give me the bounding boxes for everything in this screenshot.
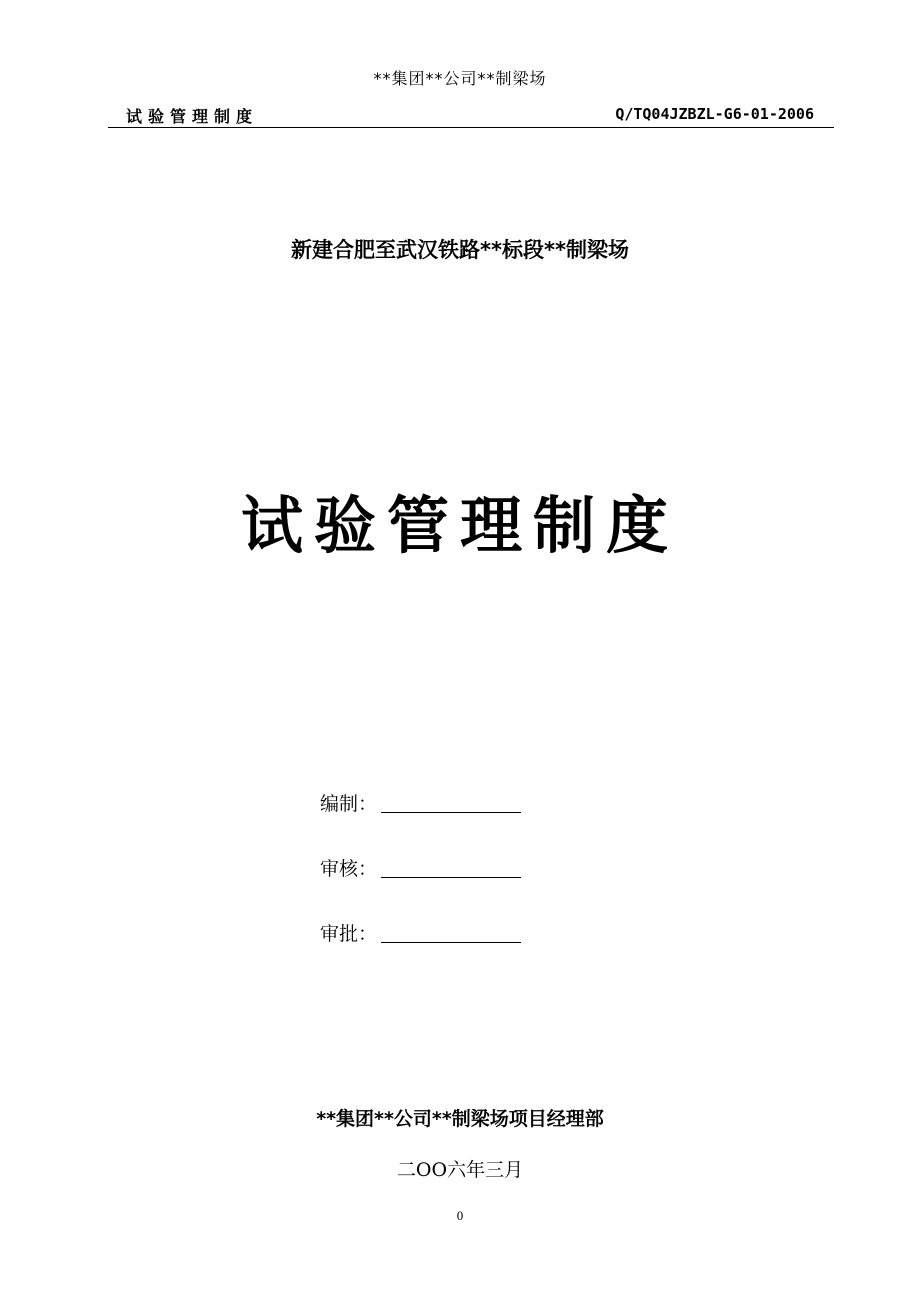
- signature-review-label: 审核：: [320, 858, 378, 880]
- signature-review-row: [320, 851, 521, 881]
- page-number: 0: [456, 1208, 464, 1223]
- signature-approve-label: 审批：: [320, 923, 378, 945]
- signature-compile-label: 编制：: [320, 793, 378, 815]
- signature-compile-row: [320, 786, 521, 816]
- project-title: 新建合肥至武汉铁路**标段**制梁场: [291, 238, 629, 262]
- signature-approve-row: [320, 916, 521, 946]
- header-company-line: **集团**公司**制梁场: [373, 69, 547, 88]
- header-divider: [108, 127, 834, 128]
- organization-name: **集团**公司**制梁场项目经理部: [316, 1108, 604, 1130]
- header-document-code: Q/TQ04JZBZL-G6-01-2006: [615, 105, 814, 123]
- header-document-title: 试验管理制度: [126, 107, 259, 126]
- issue-date: 二OO六年三月: [396, 1159, 524, 1181]
- signature-compile-line: [381, 812, 521, 813]
- document-main-title: 试验管理制度: [240, 489, 679, 562]
- signature-review-line: [381, 877, 521, 878]
- signature-approve-line: [381, 942, 521, 943]
